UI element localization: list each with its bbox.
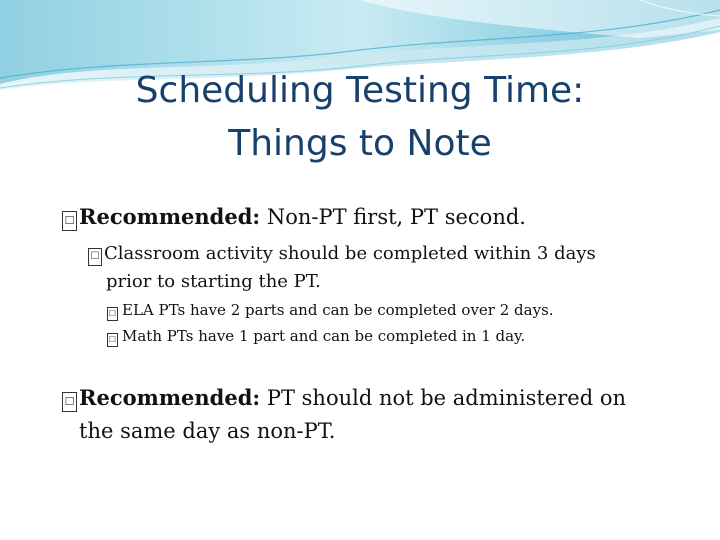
bullet-box-icon: ☐ [62,392,77,412]
sub-sub-bullet-2 [107,323,707,349]
bullet-box-icon: ☐ [88,248,102,266]
slide-title [0,64,720,170]
title-line-2: Things to Note [228,123,492,164]
bullet-box-icon: ☐ [107,307,118,321]
title-line-1: Scheduling Testing Time: [135,70,585,111]
bullet-1-label: Recommended: [79,204,261,229]
sub-bullet-1 [88,240,708,296]
sub-sub-bullet-1 [107,297,707,323]
sub-bullet-1-line-2: prior to starting the PT. [106,271,321,292]
bullet-2 [62,381,702,448]
sub-sub-bullet-1-text: ELA PTs have 2 parts and can be completed over 2 days. [122,301,554,319]
bullet-2-label: Recommended: [79,385,261,410]
sub-bullet-1-line-1: Classroom activity should be completed within 3 days [104,243,596,264]
bullet-2-line-1: PT should not be administered on [260,386,627,410]
sub-sub-bullet-2-text: Math PTs have 1 part and can be completed in 1 day. [122,327,526,345]
bullet-1-text: Non-PT first, PT second. [260,205,526,229]
bullet-2-line-2: the same day as non-PT. [79,419,336,443]
bullet-box-icon: ☐ [107,333,118,347]
bullet-box-icon: ☐ [62,211,77,231]
bullet-1 [62,200,702,234]
